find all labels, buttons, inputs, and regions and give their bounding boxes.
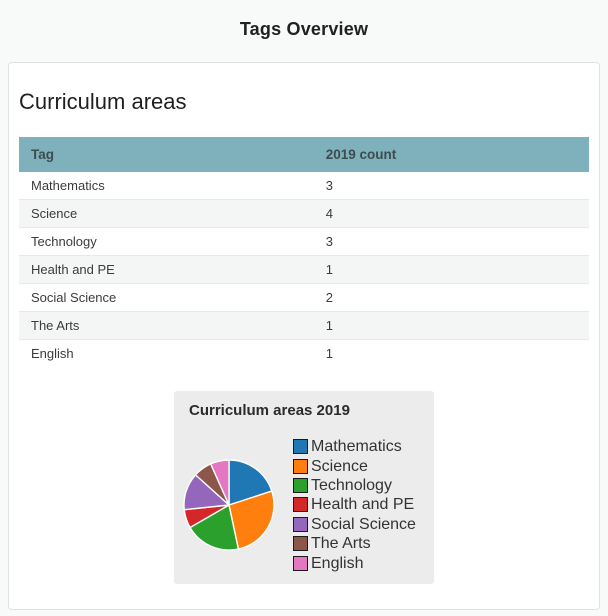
table-header [19, 137, 589, 172]
tags-table [19, 137, 589, 367]
count-cell: 3 [314, 228, 589, 256]
table-body [19, 172, 589, 367]
column-header-tag: Tag [19, 137, 314, 172]
count-cell: 4 [314, 200, 589, 228]
section-heading: Curriculum areas [19, 89, 187, 114]
count-cell: 1 [314, 312, 589, 340]
legend-label: Technology [311, 476, 392, 494]
legend-item [293, 553, 416, 572]
table-row [19, 340, 589, 368]
legend-item [293, 534, 416, 553]
chart-title: Curriculum areas 2019 [189, 402, 350, 419]
legend-swatch [293, 497, 308, 512]
page-title: Tags Overview [239, 18, 369, 39]
count-cell: 2 [314, 284, 589, 312]
legend-item [293, 515, 416, 534]
table-header-row [19, 137, 589, 172]
tag-cell: Mathematics [19, 172, 314, 200]
tag-cell: English [31, 346, 74, 361]
tag-cell: Social Science [19, 284, 314, 312]
legend-swatch [293, 459, 308, 474]
table-row [19, 200, 589, 228]
tag-cell: The Arts [19, 312, 314, 340]
table-row [19, 284, 589, 312]
table-row [19, 172, 589, 200]
count-cell: 1 [314, 256, 589, 284]
table-row [19, 312, 589, 340]
legend-label: Science [311, 457, 368, 475]
app-header [0, 0, 608, 58]
tag-cell: Technology [19, 228, 314, 256]
legend-item [293, 476, 416, 495]
legend-item [293, 495, 416, 514]
legend-label: Social Science [311, 515, 416, 533]
tag-cell: Health and PE [19, 256, 314, 284]
legend-swatch [293, 439, 308, 454]
table-row [19, 228, 589, 256]
content-card [8, 62, 600, 610]
table-row [19, 256, 589, 284]
legend-label: English [311, 554, 364, 572]
legend-label: Mathematics [311, 438, 402, 456]
count-cell: 1 [325, 346, 333, 361]
legend-label: The Arts [311, 535, 371, 553]
tag-cell: Science [19, 200, 314, 228]
legend-swatch [293, 478, 308, 493]
legend-swatch [293, 517, 308, 532]
legend-item [293, 437, 416, 456]
legend-swatch [293, 556, 308, 571]
column-header-count: 2019 count [314, 137, 589, 172]
pie-chart [182, 458, 276, 552]
chart-panel [174, 391, 434, 584]
count-cell: 3 [314, 172, 589, 200]
legend-swatch [293, 536, 308, 551]
legend-item [293, 456, 416, 475]
legend-label: Health and PE [311, 496, 415, 514]
chart-legend [293, 437, 416, 573]
